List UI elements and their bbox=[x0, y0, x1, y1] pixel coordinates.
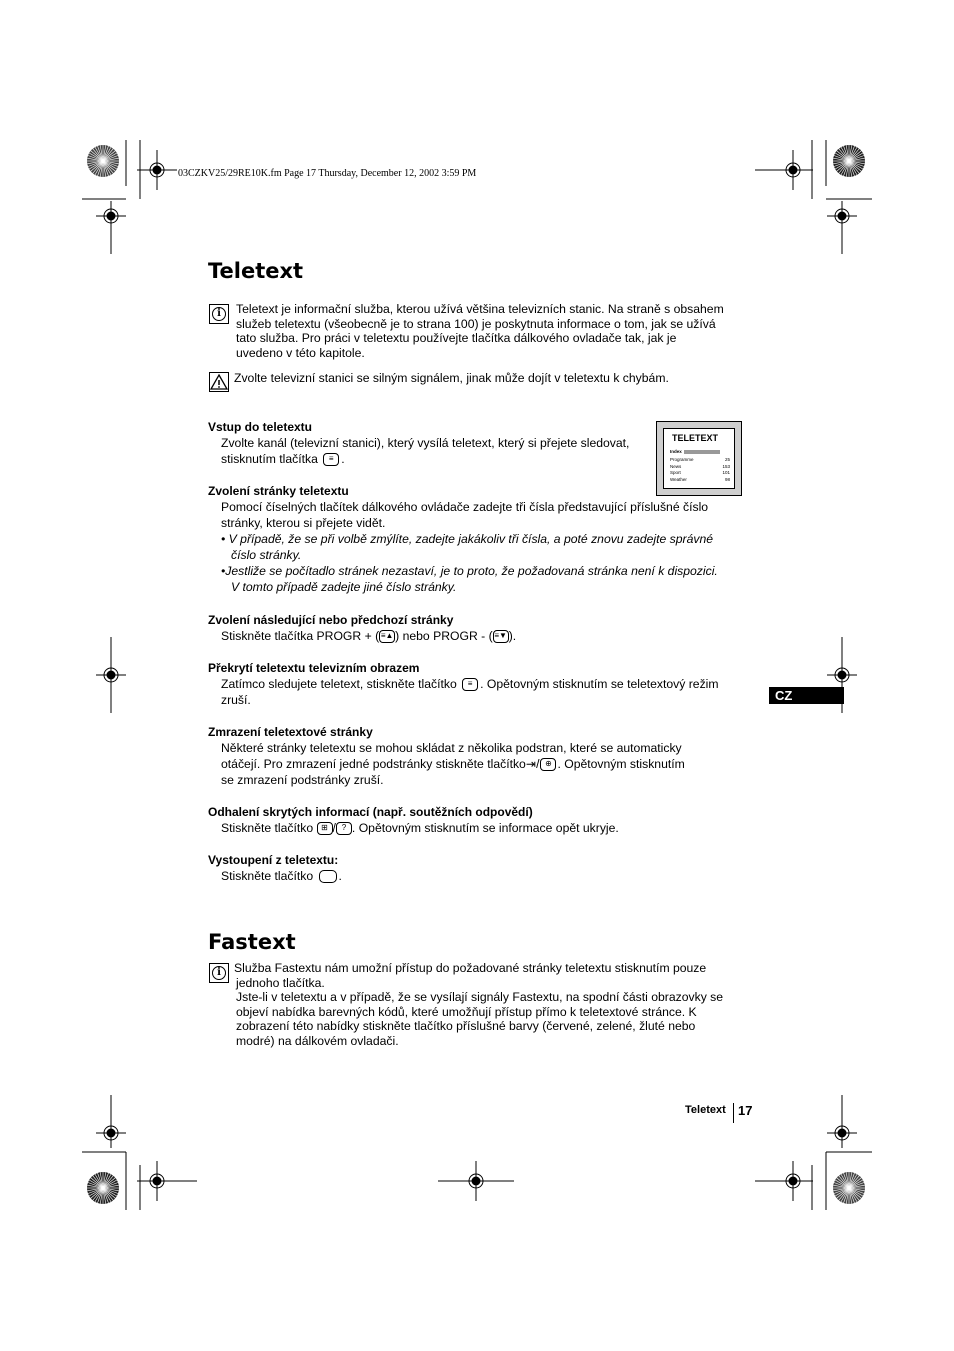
file-header-line: 03CZKV25/29RE10K.fm Page 17 Thursday, December 12, 2002 3:59 PM bbox=[178, 168, 477, 179]
section-title-overlay: Překrytí teletextu televizním obrazem bbox=[208, 661, 420, 675]
teletext-screen-illustration bbox=[656, 421, 742, 496]
page-down-icon: ≡▼ bbox=[493, 630, 509, 643]
page-up-icon: ≡▲ bbox=[379, 630, 395, 643]
fastext-title: Fastext bbox=[208, 930, 296, 954]
section-title-reveal: Odhalení skrytých informací (např. soutěžních odpovědí) bbox=[208, 805, 533, 819]
section-body-enter: Zvolte kanál (televizní stanici), který vysílá teletext, který si přejete sledovat, stisknutím tlačítka ≡ . bbox=[221, 436, 630, 466]
teletext-button-icon: ≡ bbox=[323, 453, 339, 466]
section-title-exit: Vystoupení z teletextu: bbox=[208, 853, 339, 867]
section-body-reveal: Stiskněte tlačítko ⊞ / ? . Opětovným stisknutím se informace opět ukryje. bbox=[221, 821, 619, 835]
warning-icon bbox=[209, 372, 229, 392]
section-body-freeze: Některé stránky teletextu se mohou skládat z několika podstran, které se automaticky otáčejí. Pro zmrazení jedné podstránky stiskněte tlačítko⇥/ ⊕ . Opětovným stisknutím se zmrazení podstránky zruší. bbox=[221, 741, 685, 787]
screen-row: Sport 101 bbox=[670, 470, 730, 475]
screen-index: Index bbox=[670, 449, 682, 454]
screen-index-bar bbox=[684, 450, 720, 454]
section-body-next-prev: Stiskněte tlačítka PROGR + ( ≡▲ ) nebo PROGR - ( ≡▼ ). bbox=[221, 629, 517, 643]
screen-title: TELETEXT bbox=[672, 433, 719, 443]
screen-row: Programme 25 bbox=[670, 457, 730, 462]
info-icon: i bbox=[209, 304, 229, 324]
hold-icon: ⇥ bbox=[525, 757, 537, 771]
tv-button-icon bbox=[319, 870, 337, 883]
section-title-select-page: Zvolení stránky teletextu bbox=[208, 484, 349, 498]
index-icon: ⊞ bbox=[317, 822, 333, 835]
fastext-text: Služba Fastextu nám umožní přístup do požadované stránky teletextu stisknutím pouze jednoho tlačítka. Jste-li v teletextu a v případě, že se vysílají signály Fastextu, na spodní části obrazovky se objeví nabídka barevných kódů, které umožňují přístup přímo k teletextové stránce. K zobrazení této nabídky stiskněte tlačítko příslušné barvy (červené, zelené, žluté nebo modré) na dálkovém ovladači. bbox=[234, 961, 724, 1048]
section-body-overlay: Zatímco sledujete teletext, stiskněte tlačítko ≡ . Opětovným stisknutím se teletextový režim zruší. bbox=[221, 677, 719, 707]
screen-row: News 153 bbox=[670, 463, 730, 469]
screen-rows bbox=[670, 457, 730, 483]
footer-divider bbox=[733, 1103, 734, 1123]
reveal-icon: ? bbox=[336, 822, 352, 835]
section-body-exit: Stiskněte tlačítko . bbox=[221, 869, 342, 883]
section-title-freeze: Zmrazení teletextové stránky bbox=[208, 725, 373, 739]
language-tab: CZ bbox=[769, 687, 844, 704]
page-number: 17 bbox=[738, 1103, 753, 1118]
section-title-next-prev: Zvolení následující nebo předchozí stránky bbox=[208, 613, 454, 627]
screen-row: Weather 98 bbox=[670, 476, 730, 482]
teletext-mix-icon: ≡ bbox=[462, 678, 478, 691]
warning-text: Zvolte televizní stanici se silným signálem, jinak může dojít v teletextu k chybám. bbox=[234, 371, 669, 385]
teletext-info-text: Teletext je informační služba, kterou užívá většina televizních stanic. Na straně s obsahem služeb teletextu (všeobecně je to strana 100) je poskytnuta informace o tom, jak se užívá tato služba. Pro práci v teletextu používejte tlačítka dálkového ovladače tak, jak je uvedeno v této kapitole. bbox=[236, 302, 724, 360]
teletext-title: Teletext bbox=[208, 259, 304, 283]
info-icon: i bbox=[209, 963, 229, 983]
subpage-icon: ⊕ bbox=[540, 758, 556, 771]
section-body-select-page: Pomocí číselných tlačítek dálkového ovládače zadejte tři čísla představující příslušné číslo stránky, kterou si přejete vidět. • V případě, že se při volbě zmýlíte, zadejte jakákoliv tři čísla, a poté znovu zadejte správné číslo stránky. •Jestliže se počítadlo stránek nezastaví, je to proto, že požadovaná stránka není k dispozici. V tomto případě zadejte jiné číslo stránky. bbox=[221, 500, 718, 594]
section-title-enter: Vstup do teletextu bbox=[208, 420, 313, 434]
footer-label: Teletext bbox=[685, 1104, 726, 1116]
